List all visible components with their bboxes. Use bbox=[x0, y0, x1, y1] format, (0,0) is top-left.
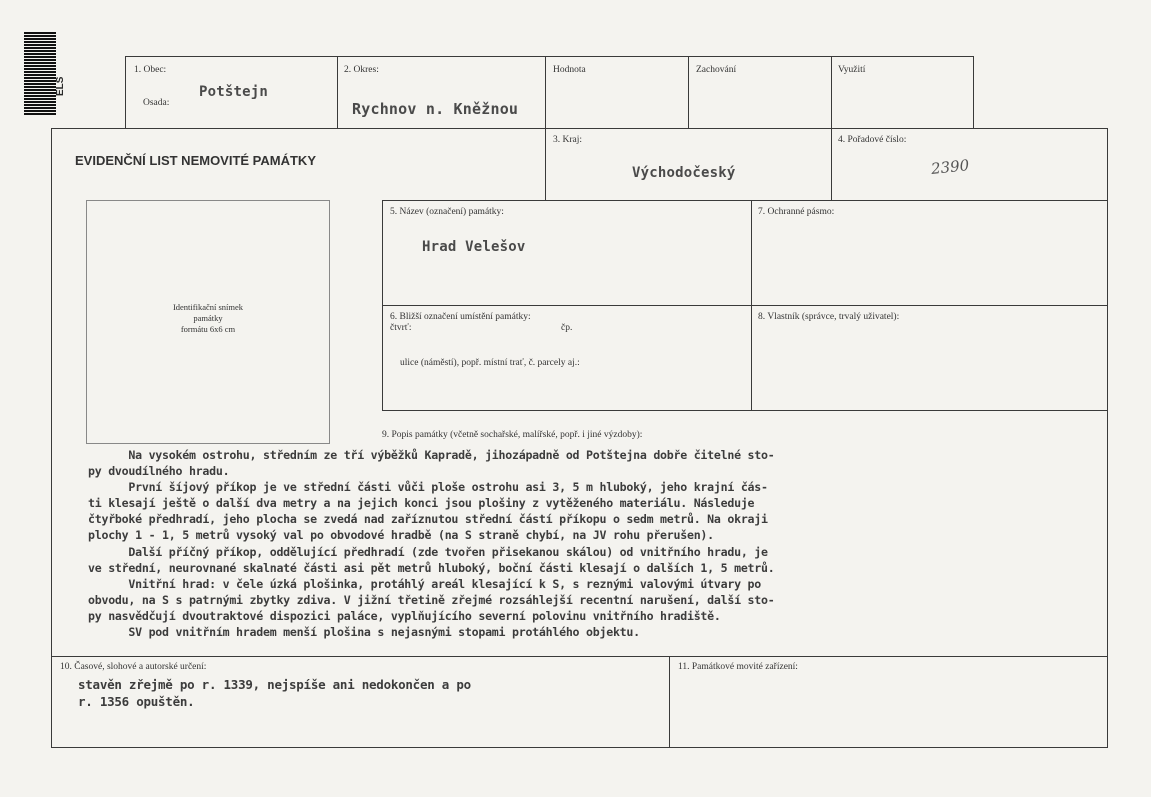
osada-label: Osada: bbox=[143, 98, 170, 108]
ctvrt-label: čtvrť: bbox=[390, 323, 412, 333]
nazev-value: Hrad Velešov bbox=[422, 239, 526, 255]
description-line: obvodu, na S s patrnými zbytky zdiva. V jižní třetině zřejmé rozsáhlejší recentní narušení, další sto- bbox=[88, 592, 775, 607]
form-title: EVIDENČNÍ LIST NEMOVITÉ PAMÁTKY bbox=[75, 153, 316, 168]
barcode-label: ELS bbox=[55, 76, 66, 96]
photo-caption-2: památky bbox=[193, 313, 223, 323]
casove-label: 10. Časové, slohové a autorské určení: bbox=[60, 662, 207, 672]
description-line: py nasvědčují dvoutraktové dispozici paláce, vyplňujícího severní polovinu vnitřního hradiště. bbox=[88, 608, 721, 623]
vlastnik-label: 8. Vlastník (správce, trvalý uživatel): bbox=[758, 312, 900, 322]
description-line: První šíjový příkop je ve střední části vůči ploše ostrohu asi 3, 5 m hluboký, jeho krajní čás- bbox=[88, 480, 768, 495]
blizsi-label: 6. Bližší označení umístění památky: bbox=[390, 312, 531, 322]
hodnota-label: Hodnota bbox=[553, 65, 586, 75]
cp-label: čp. bbox=[561, 323, 573, 333]
dating-line: stavěn zřejmě po r. 1339, nejspíše ani nedokončen a po bbox=[78, 677, 471, 692]
description-line: Další příčný příkop, oddělující předhradí (zde tvořen přisekanou skálou) od vnitřního hradu, je bbox=[88, 544, 768, 559]
popis-label: 9. Popis památky (včetně sochařské, malířské, popř. i jiné výzdoby): bbox=[382, 430, 643, 440]
description-line: py dvoudílného hradu. bbox=[88, 464, 230, 479]
description-line: plochy 1 - 1, 5 metrů vysoký val po obvodové hradbě (na S straně chybí, na JV rohu přerušen). bbox=[88, 528, 714, 543]
ochranne-label: 7. Ochranné pásmo: bbox=[758, 207, 835, 217]
okres-label: 2. Okres: bbox=[344, 65, 379, 75]
photo-caption-1: Identifikační snímek bbox=[172, 302, 244, 312]
description-line: čtyřboké předhradí, jeho plocha se zvedá nad zaříznutou střední částí příkopu o sedm metrů. Na okraji bbox=[88, 512, 768, 527]
description-line: ti klesají ještě o další dva metry a na jejich konci jsou plošiny z vytěženého materiálu. Následuje bbox=[88, 496, 755, 511]
ulice-label: ulice (náměstí), popř. místní trať, č. parcely aj.: bbox=[400, 358, 580, 368]
poradove-value: 2390 bbox=[930, 156, 971, 178]
okres-value: Rychnov n. Kněžnou bbox=[352, 100, 519, 118]
kraj-label: 3. Kraj: bbox=[553, 135, 583, 145]
obec-value: Potštejn bbox=[199, 84, 269, 100]
dating-line: r. 1356 opuštěn. bbox=[78, 694, 195, 709]
movite-label: 11. Památkové movité zařízení: bbox=[678, 662, 798, 672]
description-line: Vnitřní hrad: v čele úzká plošinka, protáhlý areál klesající k S, s reznými valovými útvary po bbox=[88, 576, 762, 591]
vyuziti-label: Využití bbox=[838, 65, 866, 75]
description-line: SV pod vnitřním hradem menší plošina s nejasnými stopami protáhlého objektu. bbox=[88, 625, 640, 640]
description-line: Na vysokém ostrohu, středním ze tří výběžků Kapradě, jihozápadně od Potštejna dobře čitelné sto- bbox=[88, 448, 775, 462]
description-block bbox=[88, 447, 1108, 640]
obec-label: 1. Obec: bbox=[134, 65, 167, 75]
zachovani-label: Zachování bbox=[696, 65, 737, 75]
poradove-label: 4. Pořadové číslo: bbox=[838, 135, 907, 145]
photo-caption-3: formátu 6x6 cm bbox=[180, 324, 236, 334]
description-line: ve střední, neurovnané skalnaté části asi pět metrů hluboký, boční části klesají o dalších 1, 5 metrů. bbox=[88, 560, 775, 575]
barcode bbox=[24, 32, 56, 118]
kraj-value: Východočeský bbox=[632, 165, 736, 181]
nazev-label: 5. Název (označení) památky: bbox=[390, 207, 504, 217]
